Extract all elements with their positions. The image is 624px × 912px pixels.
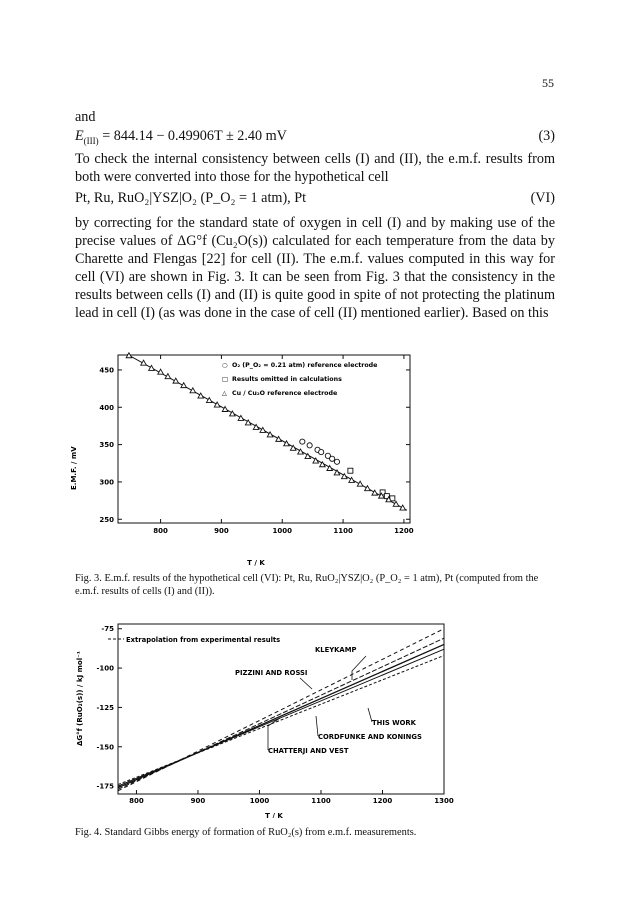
legend-label-cu: Cu / Cu₂O reference electrode [232,390,338,397]
fig3-x-axis-label: T / K [247,559,265,567]
fig3-point-triangle [393,501,399,506]
fig3-x-tick-label: 900 [214,527,229,535]
fig3-x-tick-label: 1000 [272,527,292,535]
fig4-x-tick-label: 1300 [434,797,454,805]
label-kleykamp: KLEYKAMP [315,646,357,654]
label-cordfunke-konings: CORDFUNKE AND KONINGS [318,733,422,741]
fig3-x-tick-label: 1100 [333,527,353,535]
fig4-legend-extrapolation: Extrapolation from experimental results [126,636,281,644]
fig3-point-triangle [214,402,220,407]
fig4-frame [118,624,444,794]
fig4-axes [118,624,444,794]
fig3-point-circle [307,443,312,448]
cell-vi-number: (VI) [530,190,555,206]
eq3-sub: (III) [83,135,99,146]
fig3-y-tick-label: 450 [99,366,114,375]
fig4-x-tick-label: 1200 [372,797,393,805]
fig4-x-axis-label: T / K [265,812,283,818]
fig3-point-circle [319,449,324,454]
legend-symbol-square: □ [222,376,228,383]
fig3-y-tick-label: 400 [99,403,114,412]
fig4-y-tick-label: -125 [96,703,114,712]
equation-3-number: (3) [538,128,555,144]
fig4-x-tick-label: 900 [190,797,206,805]
fig3-legend [222,362,377,397]
fig4-series-line [118,644,444,787]
legend-symbol-triangle: △ [222,390,227,397]
cell-vi-line [75,190,555,207]
leader-this-work [368,708,372,722]
label-this-work: THIS WORK [372,719,416,727]
figure-3-caption: Fig. 3. E.m.f. results of the hypothetical cell (VI): Pt, Ru, RuO₂|YSZ|O₂ (P_O₂ = 1 atm), Pt (computed from the e.m.f. results of cells (I) and (II)). [75,573,539,597]
fig4-y-tick-label: -150 [96,743,114,752]
leader-cordfunke [316,716,318,736]
fig3-y-tick-label: 300 [99,478,114,487]
equation-3 [75,128,555,146]
fig3-y-axis-label: E.M.F. / mV [70,446,78,490]
text-and: and [75,109,96,125]
fig3-point-circle [334,459,339,464]
fig4-tick-labels [96,625,453,805]
fig3-point-triangle [357,481,363,486]
fig4-x-tick-label: 1100 [311,797,331,805]
label-chatterji-vest: CHATTERJI AND VEST [268,747,349,755]
legend-label-omitted: Results omitted in calculations [232,376,342,383]
cell-vi-formula: Pt, Ru, RuO₂|YSZ|O₂ (P_O₂ = 1 atm), Pt [75,190,307,206]
fig3-point-triangle [260,427,266,432]
fig3-x-tick-label: 1200 [394,527,414,535]
fig3-point-square [348,468,353,473]
fig3-x-tick-label: 800 [153,527,168,535]
fig4-y-tick-label: -100 [96,664,114,673]
fig3-point-triangle [400,505,406,510]
legend-label-o2: O₂ (P_O₂ = 0.21 atm) reference electrode [232,362,378,369]
equation-3-body [75,128,287,146]
figure-3-chart [70,352,430,568]
fig4-y-axis-label: ΔG°f (RuO₂(s)) / kJ mol⁻¹ [76,651,84,746]
leader-pizzini [300,678,312,689]
fig3-point-triangle [206,398,212,403]
fig4-series-lines [118,629,444,791]
eq3-lhs: E [75,128,84,144]
legend-symbol-circle: ○ [222,362,228,369]
fig3-point-circle [330,456,335,461]
figure-4-caption: Fig. 4. Standard Gibbs energy of formation of RuO₂(s) from e.m.f. measurements. [75,827,417,838]
fig4-y-tick-label: -75 [101,625,114,634]
label-pizzini-rossi: PIZZINI AND ROSSI [235,669,308,677]
figure-4-chart [70,618,470,818]
paragraph-1: To check the internal consistency between cells (I) and (II), the e.m.f. results from both were converted into those for the hypothetical cell [75,151,555,185]
paragraph-2: by correcting for the standard state of oxygen in cell (I) and by making use of the precise values of ΔG°f (Cu₂O(s)) calculated for each temperature from the data by Charette and Flengas [22] for cell (II). The e.m.f. values computed in this way for cell (VI) are shown in Fig. 3. It can be seen from Fig. 3 that the consistency in the results between cells (I) and (II) is quite good in spite of not protecting the platinum lead in cell (I) (as was done in the case of cell (II) mentioned earlier). Based on this [75,215,555,321]
fig4-x-tick-label: 1000 [249,797,270,805]
eq3-rhs: = 844.14 − 0.49906T ± 2.40 mV [98,128,287,144]
fig4-x-tick-label: 800 [129,797,144,805]
fig3-point-triangle [365,486,371,491]
fig3-y-tick-label: 250 [99,515,114,524]
fig4-y-tick-label: -175 [96,782,114,791]
page-number: 55 [542,76,554,90]
fig3-y-tick-label: 350 [99,441,114,450]
fig3-point-circle [300,439,305,444]
